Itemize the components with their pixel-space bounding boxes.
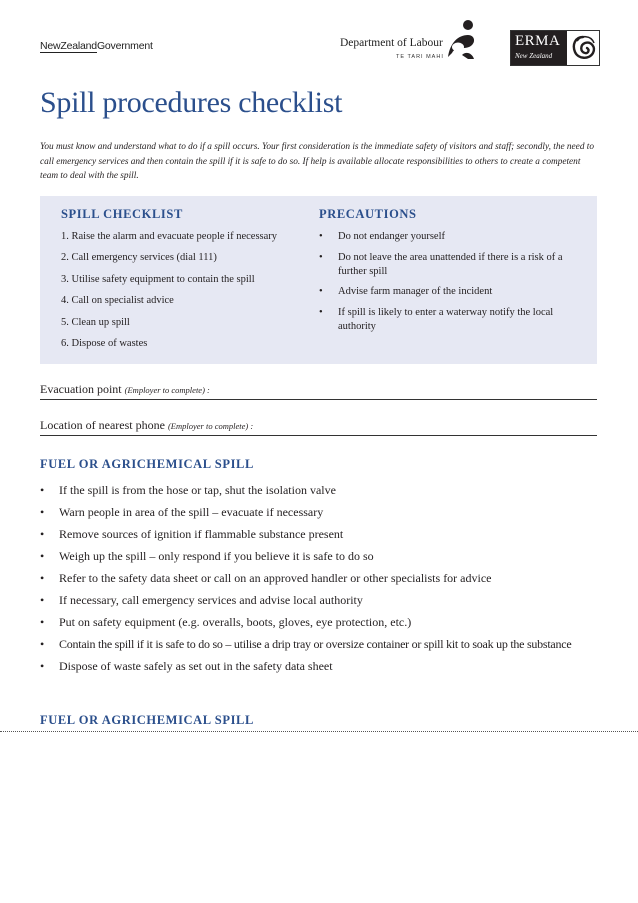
fuel-spill-item (40, 527, 610, 549)
fuel-spill-item (40, 593, 610, 615)
evacuation-point-label: Evacuation point (40, 382, 122, 396)
fuel-spill-item (40, 659, 610, 681)
page-title: Spill procedures checklist (40, 86, 343, 119)
bullet: • (319, 286, 323, 297)
bullet: • (319, 252, 323, 263)
spill-checklist-steps (61, 230, 277, 358)
checklist-step: 4. Call on specialist advice (61, 295, 174, 307)
fuel-spill-item (40, 637, 610, 659)
bullet: • (319, 231, 323, 242)
erma-logo-subtext: New Zealand (515, 52, 553, 60)
bullet: • (40, 659, 45, 673)
nearest-phone-field[interactable] (40, 418, 253, 433)
evacuation-point-line (40, 399, 597, 400)
department-of-labour-subtitle: TE TARI MAHI (396, 54, 444, 60)
bullet: • (40, 527, 45, 541)
nz-government-name: NewZealand (40, 40, 97, 52)
evacuation-point-note: (Employer to complete) : (124, 385, 210, 395)
fuel-spill-text: Warn people in area of the spill – evacuate if necessary (59, 505, 324, 519)
department-of-labour-logo-icon (444, 19, 478, 61)
fuel-spill-list (40, 483, 610, 681)
bullet: • (40, 615, 45, 629)
checklist-step: 3. Utilise safety equipment to contain the spill (61, 273, 255, 285)
erma-logo (510, 30, 600, 66)
nearest-phone-note: (Employer to complete) : (167, 421, 254, 431)
nz-government-logo (40, 40, 153, 52)
nz-government-suffix: Government (96, 40, 153, 52)
bullet: • (40, 637, 44, 651)
evacuation-point-field[interactable] (40, 382, 210, 397)
fuel-spill-text: Contain the spill if it is safe to do so – utilise a drip tray or oversize container or spill kit to soak up the substance (59, 637, 572, 651)
precaution-item (319, 251, 569, 285)
fuel-spill-item (40, 505, 610, 527)
fuel-spill-text: Dispose of waste safely as set out in the safety data sheet (59, 659, 333, 673)
precaution-text: Do not endanger yourself (338, 231, 446, 242)
bullet: • (319, 307, 323, 318)
fuel-spill-heading-2: FUEL OR AGRICHEMICAL SPILL (40, 713, 254, 727)
fuel-spill-item (40, 571, 610, 593)
fuel-spill-text: Refer to the safety data sheet or call on an approved handler or other specialists for advice (59, 571, 492, 585)
precaution-item (319, 230, 569, 251)
fuel-spill-item (40, 483, 610, 505)
nearest-phone-line (40, 435, 597, 436)
fuel-spill-text: Remove sources of ignition if flammable substance present (59, 527, 344, 541)
bullet: • (40, 483, 45, 497)
precaution-item (319, 306, 569, 334)
bullet: • (40, 549, 45, 563)
checklist-step: 2. Call emergency services (dial 111) (61, 252, 217, 264)
checklist-step: 5. Clean up spill (61, 316, 130, 328)
page-break-dotted-line (0, 731, 638, 732)
erma-koru-icon (569, 33, 597, 63)
fuel-spill-text: Put on safety equipment (e.g. overalls, boots, gloves, eye protection, etc.) (59, 615, 412, 629)
precaution-text: Advise farm manager of the incident (338, 286, 493, 297)
bullet: • (40, 571, 45, 585)
fuel-spill-text: If the spill is from the hose or tap, shut the isolation valve (59, 483, 336, 497)
bullet: • (40, 505, 45, 519)
checklist-step: 1. Raise the alarm and evacuate people if necessary (61, 231, 278, 242)
department-of-labour-name: Department of Labour (340, 37, 443, 49)
erma-logo-text: ERMA (515, 33, 561, 49)
precautions-list (319, 230, 569, 334)
nearest-phone-label: Location of nearest phone (40, 418, 165, 432)
fuel-spill-item (40, 549, 610, 571)
fuel-spill-text: Weigh up the spill – only respond if you believe it is safe to do so (59, 549, 374, 563)
precaution-text: If spill is likely to enter a waterway notify the local authority (338, 307, 554, 332)
fuel-spill-item (40, 615, 610, 637)
erma-logo-panel (511, 31, 567, 65)
precaution-text: Do not leave the area unattended if there is a risk of a further spill (338, 252, 563, 277)
intro-paragraph: You must know and understand what to do if a spill occurs. Your first consideration is the immediate safety of visitors and staff; secondly, the need to call emergency services and then contain the spill if it is safe to do so. If help is available allocate responsibilities to others to create a competent team to deal with the spill. (40, 142, 595, 181)
fuel-spill-text: If necessary, call emergency services and advise local authority (59, 593, 363, 607)
precaution-item (319, 285, 569, 306)
checklist-step: 6. Dispose of wastes (61, 337, 148, 349)
bullet: • (40, 593, 45, 607)
spill-checklist-heading: SPILL CHECKLIST (61, 207, 183, 221)
fuel-spill-heading: FUEL OR AGRICHEMICAL SPILL (40, 457, 254, 471)
precautions-heading: PRECAUTIONS (319, 207, 417, 221)
